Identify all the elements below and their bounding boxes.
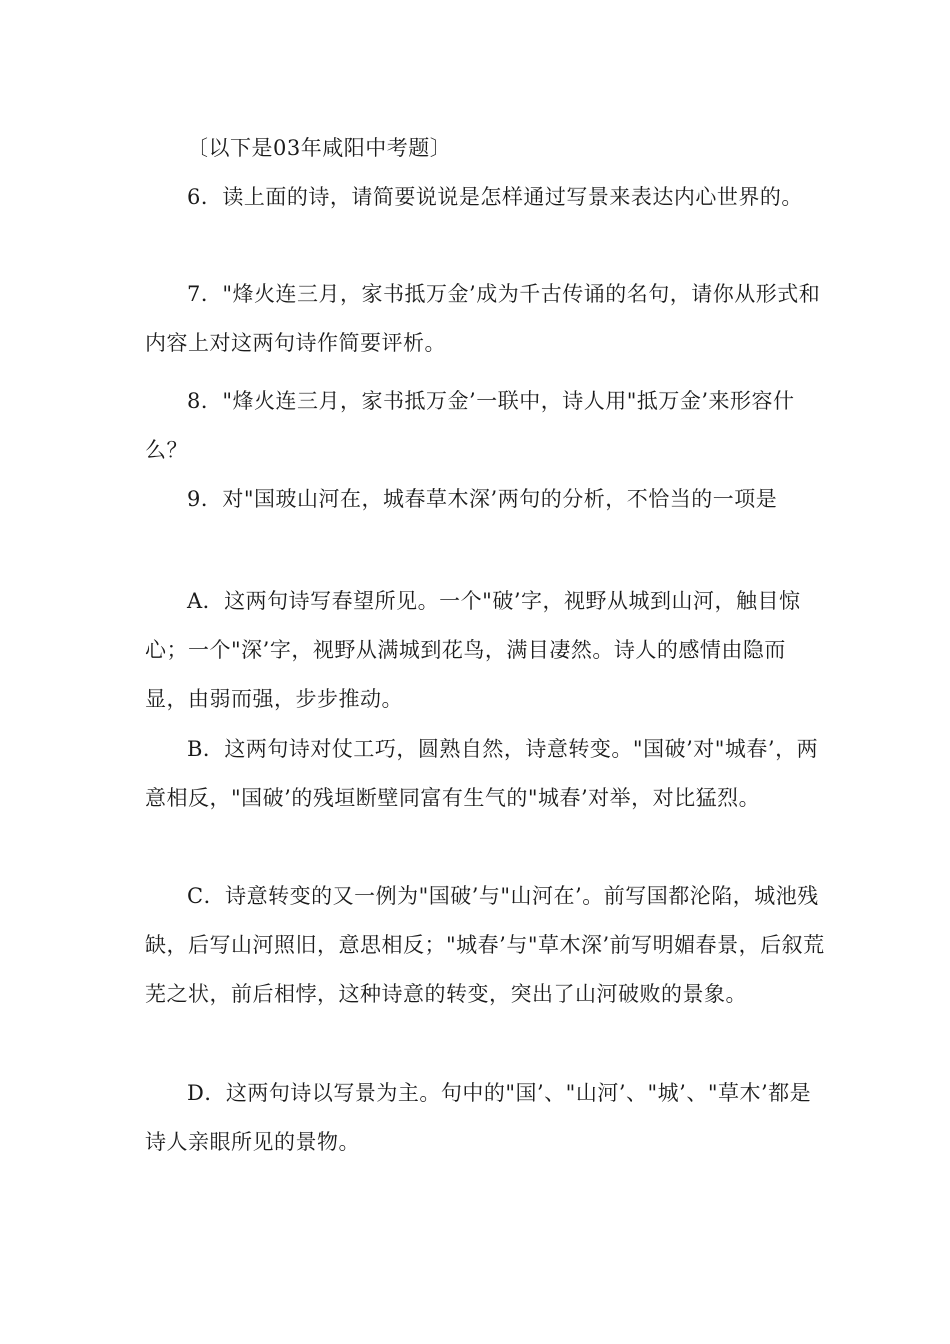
header-note: 〔以下是03年咸阳中考题〕 [187, 136, 452, 160]
question-7: 7．"烽火连三月，家书抵万金’成为千古传诵的名句，请你从形式和内容上对这两句诗作简要评析。 [145, 282, 821, 355]
option-c: C．诗意转变的又一例为"国破’与"山河在’。前写国都沦陷，城池残缺，后写山河照旧，意思相反；"城春’与"草木深’前写明媚春景，后叙荒芜之状，前后相悖，这种诗意的转变，突出了山河破败的景象。 [145, 884, 825, 1006]
question-8: 8．"烽火连三月，家书抵万金’一联中，诗人用"抵万金’来形容什么？ [145, 389, 795, 462]
question-6: 6．读上面的诗，请简要说说是怎样通过写景来表达内心世界的。 [187, 185, 803, 209]
option-d: D．这两句诗以写景为主。句中的"国’、"山河’、"城’、"草木’都是诗人亲眼所见的景物。 [145, 1081, 812, 1154]
option-b: B．这两句诗对仗工巧，圆熟自然，诗意转变。"国破’对"城春’，两意相反，"国破’的残垣断壁同富有生气的"城春’对举，对比猛烈。 [145, 737, 819, 810]
question-9: 9．对"国玻山河在，城春草木深’两句的分析，不恰当的一项是 [187, 487, 778, 511]
option-a: A．这两句诗写春望所见。一个"破’字，视野从城到山河，触目惊心；一个"深’字，视野从满城到花鸟，满目凄然。诗人的感情由隐而显，由弱而强，步步推动。 [145, 589, 801, 711]
